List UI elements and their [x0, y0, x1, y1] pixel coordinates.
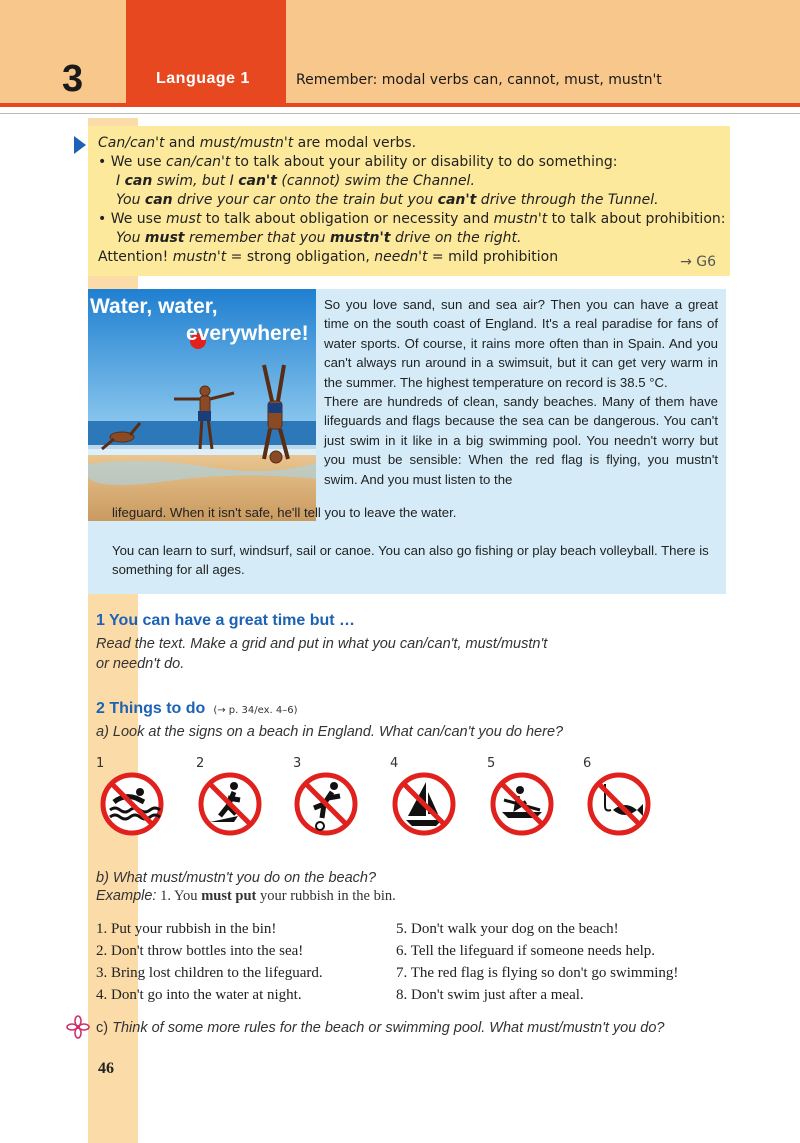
section-tab-label: Language 1 [156, 70, 250, 87]
rules-list-right [396, 918, 678, 1006]
page-number: 46 [98, 1060, 114, 1077]
no-swimming-icon [100, 772, 164, 836]
grammar-box [88, 126, 730, 276]
no-ball-games-icon [294, 772, 358, 836]
grammar-rule-must: • We use must to talk about obligation or necessity and mustn't to talk about prohibition: [98, 211, 726, 227]
list-item: 6. Tell the lifeguard if someone needs help. [396, 943, 656, 959]
sign-number: 6 [583, 756, 592, 771]
reading-paragraph: So you love sand, sun and sea air? Then you can have a great time on the south coast of England. It's a real paradise for fans of water sports. Of course, it rains more often than in Spain. And you can't always run around in a swimsuit, but it can get very warm in the summer. The highest temperature on record is 38.5 °C. [324, 297, 718, 390]
beach-photo [88, 289, 316, 521]
exercise-2b-example: Example: 1. You must put your rubbish in the bin. [96, 888, 396, 904]
rules-list-left [96, 918, 323, 1006]
grammar-example: You can drive your car onto the train but you can't drive through the Tunnel. [116, 192, 659, 208]
exercise-2-title: 2 Things to do (→ p. 34/ex. 4–6) [96, 700, 298, 717]
list-item: 1. Put your rubbish in the bin! [96, 921, 277, 937]
page-header [0, 0, 800, 103]
flower-icon [66, 1015, 90, 1039]
list-item: 7. The red flag is flying so don't go swimming! [396, 965, 679, 981]
no-canoeing-icon [490, 772, 554, 836]
no-sailing-icon [392, 772, 456, 836]
grammar-reference[interactable]: → G6 [680, 254, 716, 270]
sign-number: 5 [487, 756, 496, 771]
list-item: 5. Don't walk your dog on the beach! [396, 921, 619, 937]
reading-box [88, 289, 726, 594]
sign-number: 3 [293, 756, 302, 771]
reading-paragraph-continued: lifeguard. When it isn't safe, he'll tell you to leave the water. [112, 505, 457, 520]
no-diving-icon [198, 772, 262, 836]
exercise-2b-instruction: b) What must/mustn't you do on the beach? [96, 870, 377, 886]
unit-number: 3 [62, 58, 84, 100]
grammar-rule-can: • We use can/can't to talk about your ability or disability to do something: [98, 154, 618, 170]
exercise-1-instruction: or needn't do. [96, 656, 185, 672]
header-divider [0, 103, 800, 107]
list-item: 8. Don't swim just after a meal. [396, 987, 584, 1003]
reading-text [324, 295, 718, 489]
sign-number: 4 [390, 756, 399, 771]
list-item: 4. Don't go into the water at night. [96, 987, 302, 1003]
grammar-attention: Attention! mustn't = strong obligation, needn't = mild prohibition [98, 249, 559, 265]
no-fishing-icon [587, 772, 651, 836]
reading-paragraph: There are hundreds of clean, sandy beaches. Many of them have lifeguards and flags because the sea can be dangerous. You can't just swim in it like in a big swimming pool. You needn't worry but you must be sensible: When the red flag is flying, you mustn't swim. And you must listen to the [324, 394, 718, 487]
reading-paragraph: You can learn to surf, windsurf, sail or canoe. You can also go fishing or play beach volleyball. There is something for all ages. [112, 543, 709, 578]
header-subtitle: Remember: modal verbs can, cannot, must, mustn't [296, 72, 662, 88]
exercise-1-instruction: Read the text. Make a grid and put in what you can/can't, must/mustn't [96, 636, 548, 652]
reading-title: Water, water, everywhere! [90, 295, 309, 345]
section-tab [126, 0, 286, 103]
exercise-2-reference[interactable]: (→ p. 34/ex. 4–6) [213, 705, 298, 716]
grammar-example: I can swim, but I can't (cannot) swim the Channel. [116, 173, 475, 189]
exercise-2a-instruction: a) Look at the signs on a beach in England. What can/can't you do here? [96, 724, 564, 740]
exercise-1-title: 1 You can have a great time but … [96, 612, 356, 629]
list-item: 3. Bring lost children to the lifeguard. [96, 965, 323, 981]
grammar-intro: Can/can't and must/mustn't are modal verbs. [98, 135, 417, 151]
pointer-arrow-icon [74, 136, 86, 154]
grammar-example: You must remember that you mustn't drive on the right. [116, 230, 522, 246]
list-item: 2. Don't throw bottles into the sea! [96, 943, 304, 959]
sign-number: 2 [196, 756, 205, 771]
header-rule [0, 113, 800, 114]
sign-number: 1 [96, 756, 105, 771]
exercise-2c-instruction: c) Think of some more rules for the beach or swimming pool. What must/mustn't you do? [96, 1020, 665, 1036]
